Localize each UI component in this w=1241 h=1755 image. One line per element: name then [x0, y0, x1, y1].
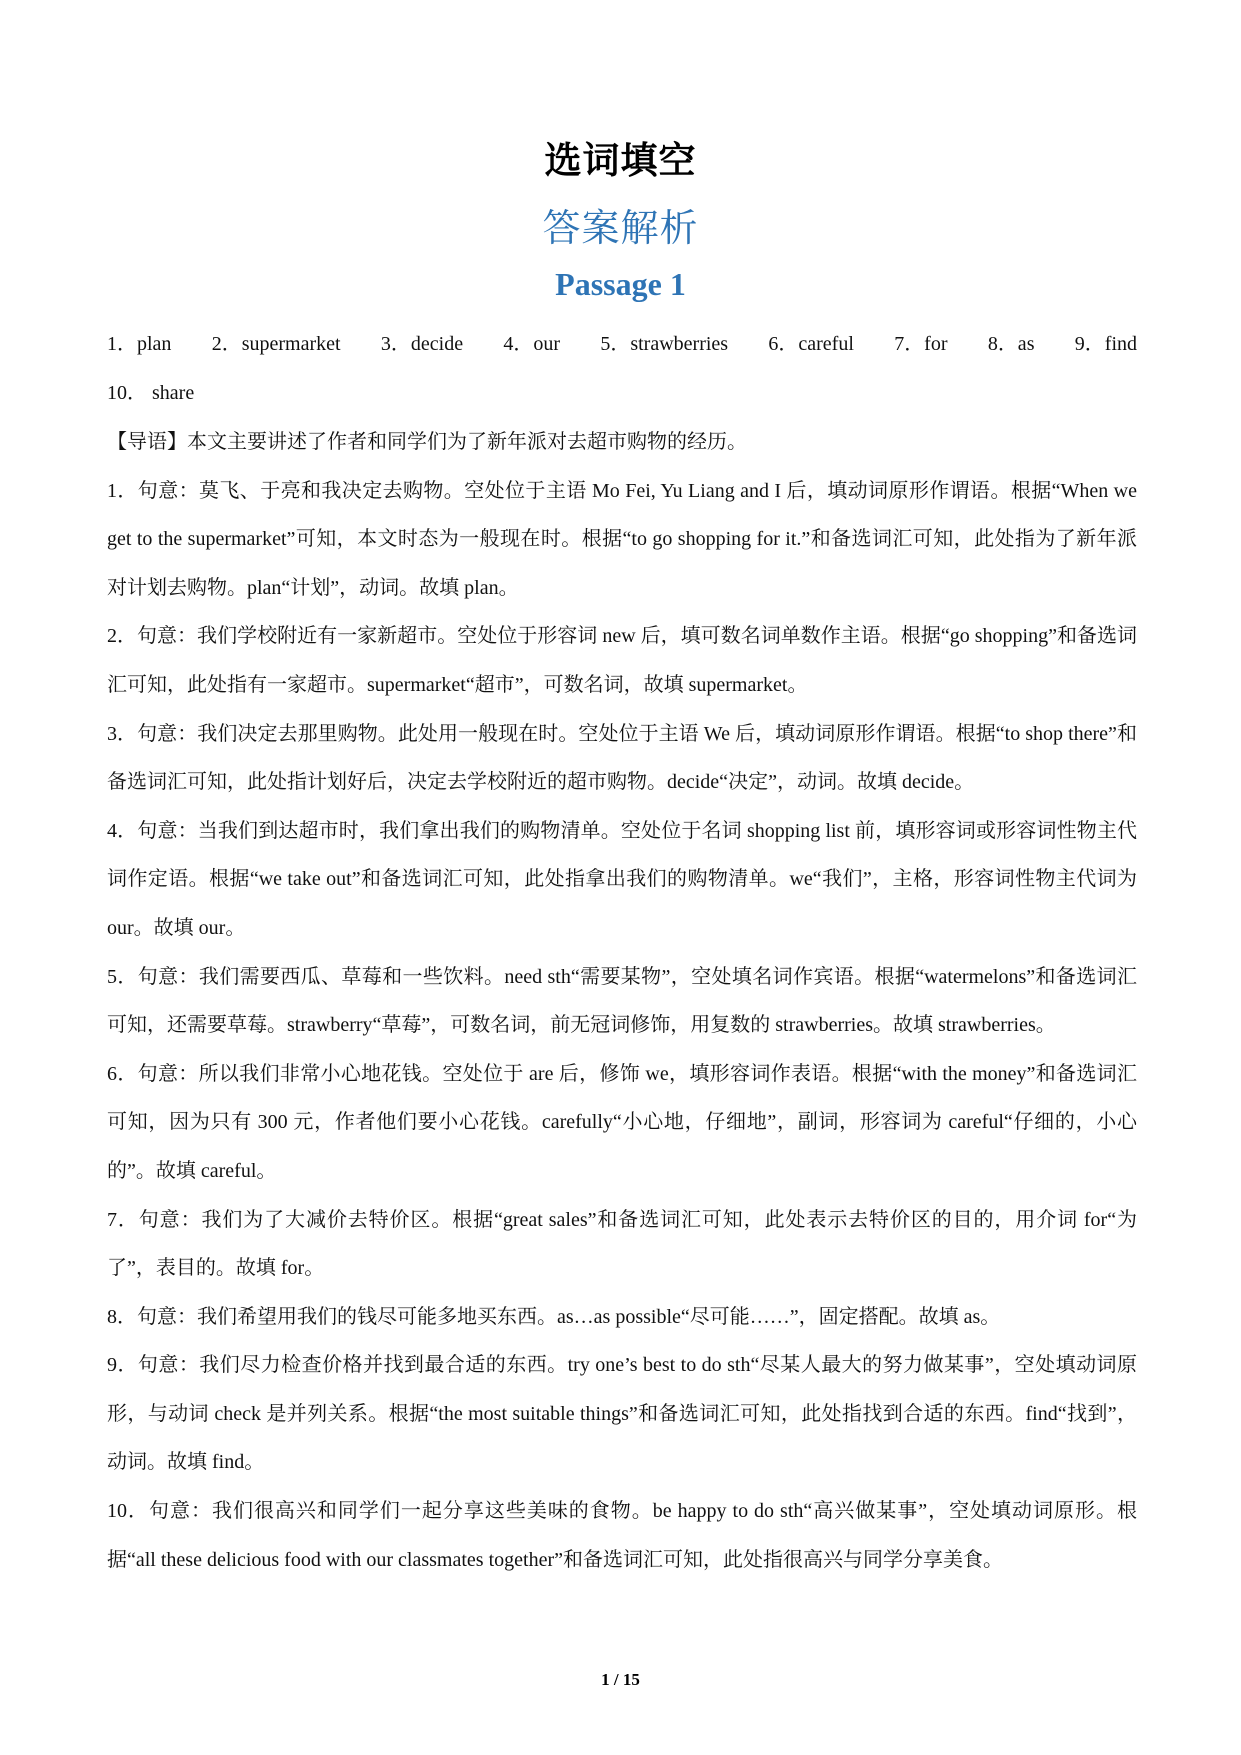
passage-heading: Passage 1: [555, 266, 686, 302]
answer-item: 5．strawberries: [600, 333, 729, 355]
answer-item: 2．supermarket: [211, 333, 341, 355]
explanation-paragraph: 2．句意：我们学校附近有一家新超市。空处位于形容词 new 后，填可数名词单数作主语。根据“go shopping”和备选词汇可知，此处指有一家超市。supermarket“超市”，可数名词，故填 supermarket。: [107, 625, 1137, 696]
explanation-paragraph: 7．句意：我们为了大减价去特价区。根据“great sales”和备选词汇可知，此处表示去特价区的目的，用介词 for“为了”，表目的。故填 for。: [107, 1208, 1137, 1280]
intro-paragraph: 【导语】本文主要讲述了作者和同学们为了新年派对去超市购物的经历。: [107, 431, 747, 453]
explanation-paragraph: 5．句意：我们需要西瓜、草莓和一些饮料。need sth“需要某物”，空处填名词作宾语。根据“watermelons”和备选词汇可知，还需要草莓。strawberry“草莓”，可数名词，前无冠词修饰，用复数的 strawberries。故填 strawberries。: [107, 965, 1137, 1037]
explanation-paragraph: 6．句意：所以我们非常小心地花钱。空处位于 are 后，修饰 we，填形容词作表语。根据“with the money”和备选词汇可知，因为只有 300 元，作者他们要小心花钱。carefully“小心地，仔细地”，副词，形容词为 careful“仔细的，小心的”。故填 careful。: [107, 1062, 1137, 1182]
answer-item: 8．as: [987, 333, 1035, 355]
answer-item: 6．careful: [768, 333, 854, 355]
answer-key-row: [107, 327, 1137, 356]
explanation-body: [107, 418, 1137, 1584]
explanation-paragraph: 10．句意：我们很高兴和同学们一起分享这些美味的食物。be happy to do sth“高兴做某事”，空处填动词原形。根据“all these delicious food with our classmates together”和备选词汇可知，此处指很高兴与同学分享美食。: [107, 1500, 1137, 1571]
answer-analysis-heading: 答案解析: [542, 206, 699, 250]
answer-item: 7．for: [894, 333, 948, 355]
answer-item: 1．plan: [107, 333, 172, 355]
document-title: 选词填空: [544, 138, 697, 182]
answer-item: 4．our: [503, 333, 561, 355]
explanation-paragraph: 8．句意：我们希望用我们的钱尽可能多地买东西。as…as possible“尽可能……”，固定搭配。故填 as。: [107, 1305, 1001, 1328]
answer-item: 9．find: [1074, 333, 1137, 355]
answer-item-10: 10． share: [107, 382, 195, 404]
page-number: 1 / 15: [601, 1670, 640, 1689]
explanation-paragraph: 1．句意：莫飞、于亮和我决定去购物。空处位于主语 Mo Fei, Yu Liang and I 后，填动词原形作谓语。根据“When we get to the supermarket”可知，本文时态为一般现在时。根据“to go shopping for it.”和备选词汇可知，此处指为了新年派对计划去购物。plan“计划”，动词。故填 plan。: [107, 479, 1137, 599]
explanation-paragraph: 4．句意：当我们到达超市时，我们拿出我们的购物清单。空处位于名词 shopping list 前，填形容词或形容词性物主代词作定语。根据“we take out”和备选词汇可知，此处指拿出我们的购物清单。we“我们”，主格，形容词性物主代词为 our。故填 our。: [107, 819, 1137, 939]
answer-item: 3．decide: [380, 333, 464, 355]
explanation-paragraph: 9．句意：我们尽力检查价格并找到最合适的东西。try one’s best to do sth“尽某人最大的努力做某事”，空处填动词原形，与动词 check 是并列关系。根据“the most suitable things”和备选词汇可知，此处指找到合适的东西。find“找到”，动词。故填 find。: [107, 1354, 1137, 1474]
explanation-paragraph: 3．句意：我们决定去那里购物。此处用一般现在时。空处位于主语 We 后，填动词原形作谓语。根据“to shop there”和备选词汇可知，此处指计划好后，决定去学校附近的超市购物。decide“决定”，动词。故填 decide。: [107, 722, 1137, 794]
